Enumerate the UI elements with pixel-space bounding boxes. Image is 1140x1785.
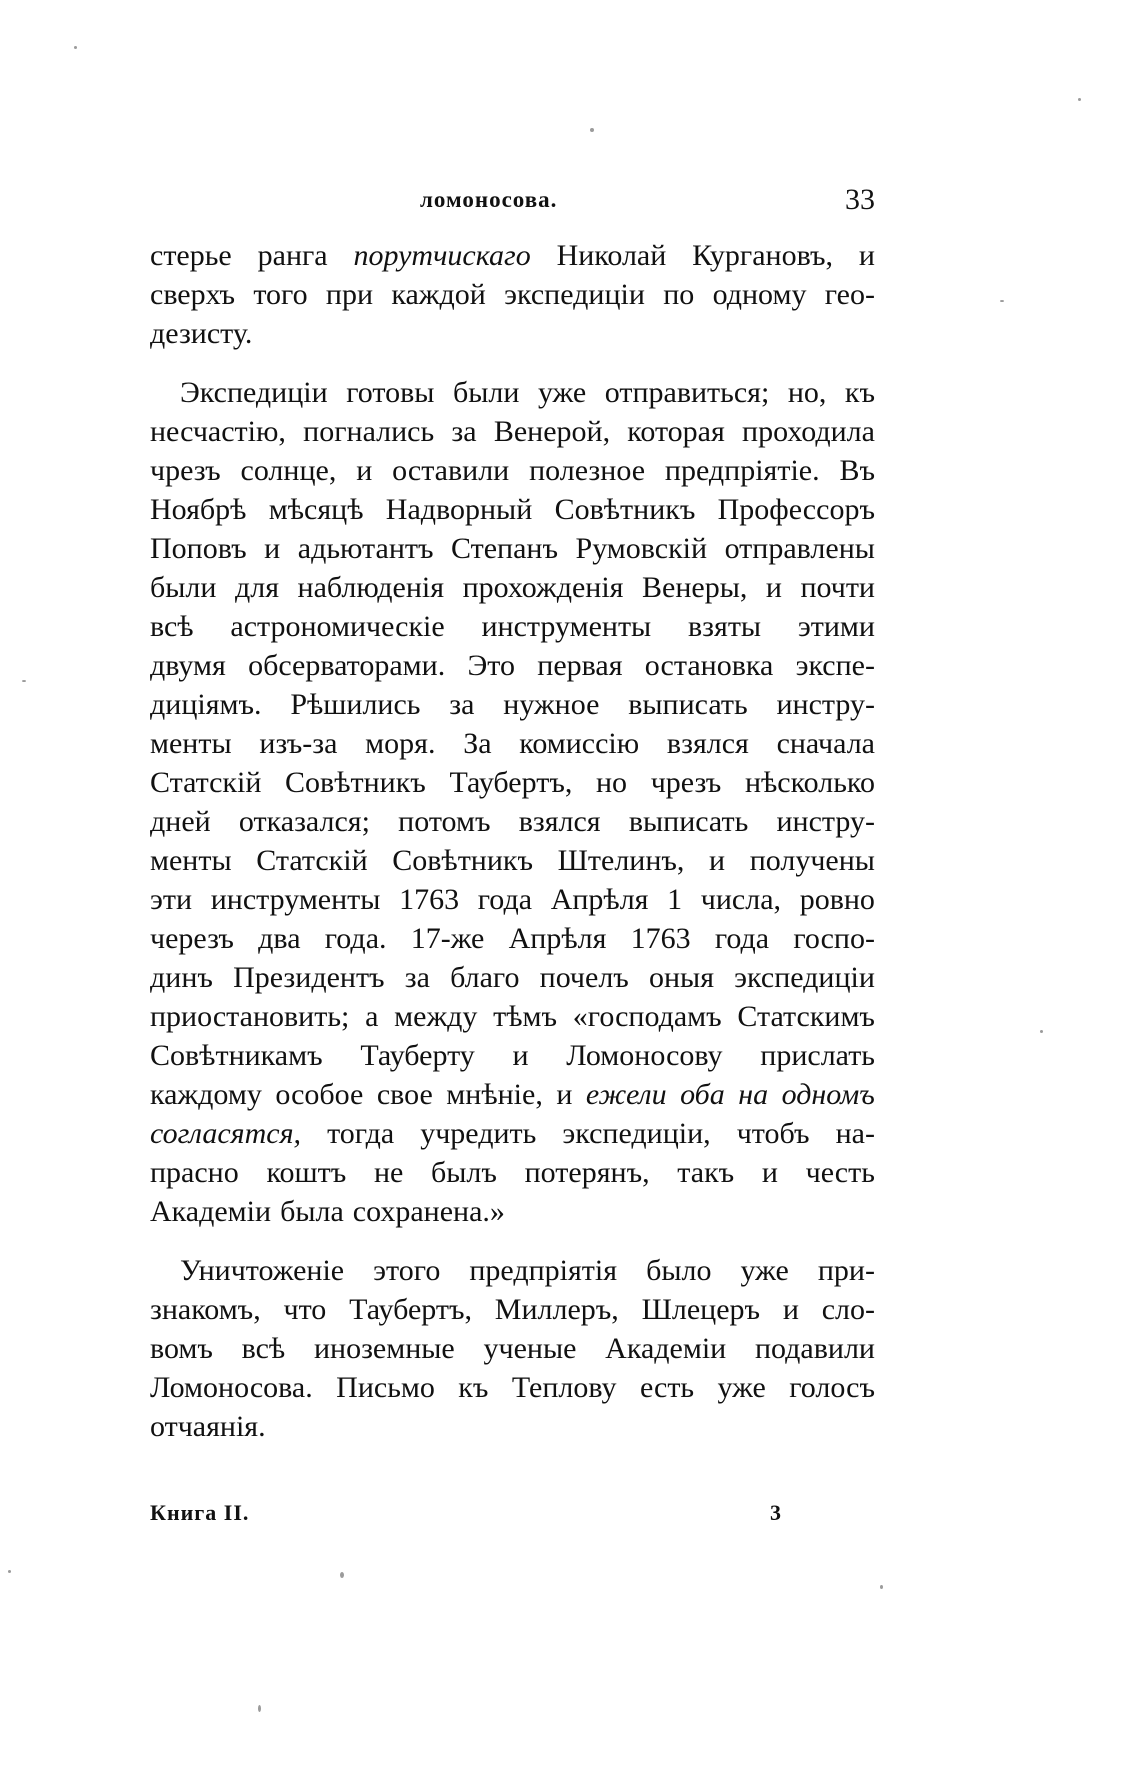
word: такъ [677,1156,735,1189]
word: Совѣтникъ [392,844,534,877]
word: Теплову [511,1371,617,1404]
word: остановка [644,649,774,682]
text-line [150,958,875,997]
word: Академіи [150,1195,272,1228]
word: Экспедиціи [180,376,328,409]
word: «господамъ [572,1000,722,1033]
word: изъ-за [259,727,338,760]
word: Профессоръ [717,493,875,526]
word: и [709,844,726,877]
signature-number: 3 [770,1500,781,1525]
word: было [646,1254,712,1287]
scan-speck [74,46,77,49]
word: эти [150,883,193,916]
word: получены [749,844,875,877]
scan-speck [1040,1030,1043,1033]
word: приостановить; [150,1000,350,1033]
word: ежели [585,1078,667,1111]
word: каждой [391,278,486,311]
word: выписать [628,688,748,721]
word: года [477,883,533,916]
paragraph-gap [150,1231,875,1251]
word: Статскимъ [737,1000,875,1033]
word: уже [717,1371,766,1404]
word: Николай [556,239,667,272]
word: этими [797,610,875,643]
word: экспедиціи [734,961,875,994]
word: прислать [760,1039,875,1072]
text-line [150,529,875,568]
text-line [150,490,875,529]
word: тогда [327,1117,395,1150]
word: Рѣшились [290,688,421,721]
page-header [150,183,875,223]
word: числа, [700,883,782,916]
word: не [373,1156,404,1189]
word: Таубертъ, [349,1293,472,1326]
word: голосъ [789,1371,875,1404]
word: динъ [150,961,213,994]
word: при [325,278,374,311]
scan-speck [880,1585,883,1589]
word: Штелинъ, [557,844,685,877]
word: два [258,922,301,955]
word: и [858,239,875,272]
text-line [150,236,875,275]
word: отправиться; [604,376,770,409]
word: мѣсяцѣ [268,493,364,526]
word: прохожденія [462,571,624,604]
word: одному [712,278,807,311]
word: инструменты [481,610,652,643]
word: для [234,571,280,604]
word: чрезъ [650,766,722,799]
text-line [150,412,875,451]
word: двумя [150,649,226,682]
word: почти [800,571,875,604]
word: диціямъ. [150,688,262,721]
word: экспе- [795,649,875,682]
word: менты [150,844,232,877]
text-line [150,1251,875,1290]
text-line [150,373,875,412]
text-line [150,314,875,353]
word: года [714,922,770,955]
word: честь [805,1156,875,1189]
text-line [150,1153,875,1192]
word: была [280,1195,344,1228]
word: за [404,961,430,994]
word: отправлены [724,532,875,565]
word: моря. [365,727,436,760]
word: гео- [824,278,875,311]
word: ранга [257,239,328,272]
word: наблюденія [297,571,445,604]
word: и [264,532,281,565]
text-line [150,1114,875,1153]
text-line [150,1192,875,1231]
word: Совѣтникамъ [150,1039,323,1072]
word: астрономическіе [230,610,445,643]
text-line [150,763,875,802]
word: Румовскій [575,532,708,565]
word: оба [680,1078,725,1111]
scan-speck [1078,98,1081,101]
word: оныя [648,961,714,994]
word: готовы [346,376,435,409]
word: 1763 [630,922,691,955]
word: Президентъ [233,961,385,994]
paragraph [150,373,875,1231]
word: Совѣтникъ [285,766,426,799]
word: предпріятіе. [664,454,820,487]
word: потерянъ, [524,1156,650,1189]
word: и [512,1039,529,1072]
word: года. [324,922,387,955]
paragraph [150,1251,875,1446]
word: черезъ [150,922,234,955]
word: 17-же [410,922,485,955]
word: погнались [303,415,435,448]
page-number: 33 [845,183,875,216]
word: но, [787,376,827,409]
word: Ломоносова. [150,1371,313,1404]
text-line [150,1075,875,1114]
word: госпо- [793,922,875,955]
word: потомъ [398,805,491,838]
word: адьютантъ [297,532,434,565]
word: иноземные [313,1332,455,1365]
word: Шлецеръ [641,1293,761,1326]
word: но [595,766,628,799]
word: 1 [667,883,683,916]
word: мнѣніе, [446,1078,543,1111]
word: всѣ [241,1332,286,1365]
scan-speck [258,1705,261,1712]
text-line [150,802,875,841]
word: благо [450,961,520,994]
text-line [150,1290,875,1329]
word: выписать [628,805,749,838]
word: нѣсколько [744,766,875,799]
scan-speck [590,128,594,132]
word: на [738,1078,769,1111]
word: инстру- [776,688,875,721]
word: Академіи [605,1332,727,1365]
running-head: ломоносова. [420,187,558,212]
word: каждому [150,1078,262,1111]
word: подавили [754,1332,875,1365]
word: были [150,571,217,604]
word: согласятся, [150,1117,302,1150]
word: за [451,415,477,448]
word: этого [373,1254,441,1287]
word: солнце, [240,454,337,487]
word: чрезъ [150,454,221,487]
text-line [150,1329,875,1368]
word: Апрѣля [508,922,607,955]
word: тѣмъ [493,1000,558,1033]
word: учредить [420,1117,537,1150]
word: къ [458,1371,489,1404]
word: Кургановъ, [692,239,834,272]
word: нужное [503,688,600,721]
word: былъ [431,1156,497,1189]
text-line [150,841,875,880]
word: Это [467,649,515,682]
word: того [253,278,308,311]
text-line [150,275,875,314]
word: уже [740,1254,789,1287]
word: Венеры, [642,571,748,604]
word: которая [627,415,725,448]
word: дезисту. [150,317,253,350]
word: Уничтоженіе [180,1254,345,1287]
word: стерье [150,239,232,272]
word: Таубертъ, [449,766,573,799]
word: сохранена.» [352,1195,505,1228]
word: ровно [799,883,875,916]
text-line [150,685,875,724]
word: Степанъ [451,532,558,565]
text-line [150,451,875,490]
page-footer [150,1500,875,1534]
word: сло- [821,1293,875,1326]
word: на- [835,1117,875,1150]
word: 1763 [399,883,460,916]
word: Письмо [336,1371,435,1404]
word: къ [844,376,875,409]
word: есть [639,1371,695,1404]
word: особое [275,1078,364,1111]
word: и [556,1078,573,1111]
word: вомъ [150,1332,213,1365]
word: Надворный [385,493,533,526]
text-line [150,1407,875,1446]
scan-speck [8,1570,11,1573]
word: отказался; [238,805,370,838]
word: проходила [742,415,875,448]
word: Совѣтникъ [554,493,696,526]
scan-speck [1000,300,1004,302]
word: Статскій [150,766,262,799]
text-line [150,724,875,763]
word: всѣ [150,610,194,643]
word: сверхъ [150,278,235,311]
word: первая [537,649,623,682]
word: Ломоносову [566,1039,723,1072]
text-line [150,919,875,958]
word: коштъ [266,1156,347,1189]
word: комиссію [519,727,640,760]
word: За [463,727,492,760]
word: и [356,454,373,487]
body-text [150,236,875,1446]
word: Поповъ [150,532,247,565]
word: несчастію, [150,415,286,448]
word: Въ [839,454,875,487]
word: а [365,1000,379,1033]
word: почелъ [539,961,629,994]
word: оставили [392,454,510,487]
word: взялся [666,727,749,760]
text-line [150,997,875,1036]
text-line [150,646,875,685]
text-line [150,1036,875,1075]
text-line [150,568,875,607]
word: экспедиціи [504,278,645,311]
word: Венерой, [493,415,611,448]
word: при- [817,1254,875,1287]
word: были [452,376,520,409]
word: и [782,1293,799,1326]
paragraph [150,236,875,353]
word: Ноябрѣ [150,493,247,526]
word: менты [150,727,232,760]
word: и [765,571,782,604]
word: Тауберту [360,1039,475,1072]
paragraph-gap [150,353,875,373]
word: отчаянія. [150,1410,266,1443]
text-line [150,1368,875,1407]
word: по [663,278,695,311]
word: между [394,1000,478,1033]
word: порутчискаго [353,239,531,272]
scan-speck [22,680,26,682]
word: взяты [688,610,762,643]
word: ученые [483,1332,577,1365]
word: прасно [150,1156,239,1189]
word: инструменты [210,883,381,916]
word: инстру- [776,805,875,838]
scan-speck [340,1572,344,1578]
word: полезное [529,454,646,487]
word: экспедиціи, [562,1117,711,1150]
signature-mark: Книга II. [150,1500,250,1525]
word: сначала [776,727,875,760]
text-line [150,880,875,919]
word: и [761,1156,778,1189]
word: Статскій [256,844,368,877]
word: дней [150,805,211,838]
word: за [449,688,475,721]
word: уже [537,376,587,409]
word: Апрѣля [550,883,649,916]
word: взялся [518,805,601,838]
word: обсерваторами. [248,649,446,682]
word: предпріятія [469,1254,618,1287]
text-line [150,607,875,646]
word: чтобъ [736,1117,810,1150]
word: Миллеръ, [494,1293,619,1326]
word: что [283,1293,327,1326]
word: свое [376,1078,433,1111]
word: знакомъ, [150,1293,261,1326]
word: одномъ [781,1078,875,1111]
